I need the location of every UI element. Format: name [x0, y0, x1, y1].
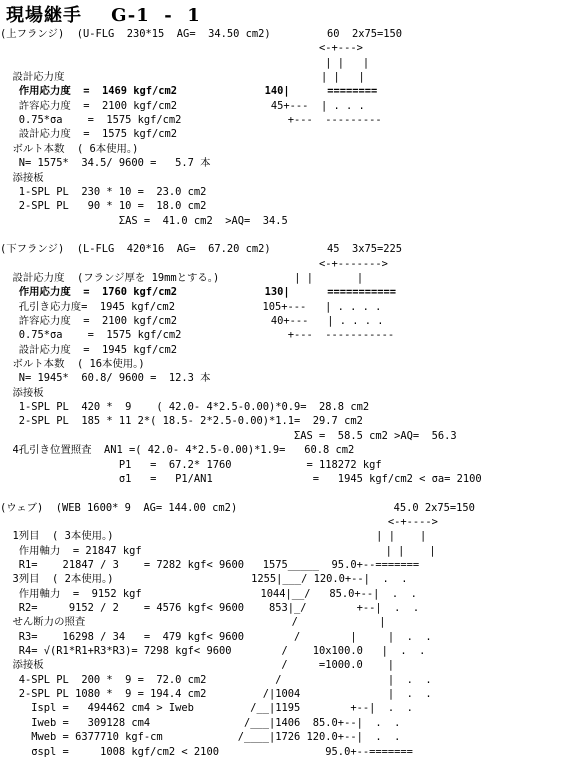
- text-line: Ispl = 494462 cm4 > Iweb /__|1195 +--| . .: [0, 702, 413, 715]
- text-line: ボルト本数 ( 6本使用。): [0, 142, 139, 155]
- text-line: 許容応力度 = 2100 kgf/cm2 45+--- | . . .: [0, 99, 365, 112]
- text-line: 1-SPL PL 420 * 9 ( 42.0- 4*2.5-0.00)*0.9= 28.8 cm2: [0, 401, 370, 414]
- text-line: (ウェブ) (WEB 1600* 9 AG= 144.00 cm2) 45.0 2x75=150: [0, 501, 475, 514]
- text-line: せん断力の照査 / |: [0, 616, 386, 629]
- text-line: 添接板: [0, 171, 44, 184]
- text-line: 2-SPL PL 90 * 10 = 18.0 cm2: [0, 200, 207, 213]
- text-line: 作用応力度 = 1469 kgf/cm2 140| ========: [0, 85, 378, 98]
- text-line: P1 = 67.2* 1760 = 118272 kgf: [0, 458, 382, 471]
- text-line: 許容応力度 = 2100 kgf/cm2 40+--- | . . . .: [0, 315, 384, 327]
- text-line: 4孔引き位置照査 AN1 =( 42.0- 4*2.5-0.00)*1.9= 60.8 cm2: [0, 444, 355, 457]
- text-line: 2-SPL PL 1080 * 9 = 194.4 cm2 /|1004 | . .: [0, 688, 432, 701]
- text-line: 作用応力度 = 1760 kgf/cm2 130| ===========: [0, 286, 397, 299]
- text-line: 0.75*σa = 1575 kgf/cm2 +--- -----------: [0, 329, 395, 342]
- text-line: R4= √(R1*R1+R3*R3)= 7298 kgf< 9600 / 10x100.0 | . .: [0, 645, 426, 658]
- text-line: 設計応力度 = 1945 kgf/cm2: [0, 343, 178, 356]
- text-line: 添接板 / =1000.0 |: [0, 659, 395, 672]
- text-line: 3列目 ( 2本使用。) 1255|___/ 120.0+--| . .: [0, 573, 408, 586]
- text-line: 0.75*σa = 1575 kgf/cm2 +--- ---------: [0, 114, 382, 127]
- text-line: <-+--->: [0, 42, 363, 55]
- page-title: 現場継手 G-1 - 1: [6, 5, 201, 26]
- text-line: σspl = 1008 kgf/cm2 < 2100 95.0+--=======: [0, 745, 413, 758]
- text-line: N= 1575* 34.5/ 9600 = 5.7 本: [0, 157, 211, 170]
- text-line: 設計応力度 | | |: [0, 71, 365, 84]
- text-line: <-+------->: [0, 257, 388, 270]
- text-line: Iweb = 309128 cm4 /___|1406 85.0+--| . .: [0, 716, 401, 729]
- text-line: 1列目 ( 3本使用。) | | |: [0, 530, 427, 543]
- text-line: <-+---->: [0, 515, 438, 528]
- text-line: (上フランジ) (U-FLG 230*15 AG= 34.50 cm2) 60 2x75=150: [0, 28, 403, 40]
- text-line: | | |: [0, 56, 370, 69]
- text-line: N= 1945* 60.8/ 9600 = 12.3 本: [0, 372, 211, 385]
- text-line: ボルト本数 ( 16本使用。): [0, 358, 145, 371]
- text-line: 孔引き応力度= 1945 kgf/cm2 105+--- | . . . .: [0, 300, 382, 313]
- text-line: R1= 21847 / 3 = 7282 kgf< 9600 1575_____ 95.0+--=======: [0, 558, 420, 571]
- text-line: σ1 = P1/AN1 = 1945 kgf/cm2 < σa= 2100: [0, 472, 482, 485]
- text-line: Mweb = 6377710 kgf-cm /____|1726 120.0+--| . .: [0, 731, 401, 744]
- text-line: 1-SPL PL 230 * 10 = 23.0 cm2: [0, 185, 207, 198]
- text-line: R3= 16298 / 34 = 479 kgf< 9600 / | | . .: [0, 630, 432, 643]
- text-line: 設計応力度 = 1575 kgf/cm2: [0, 128, 178, 141]
- text-line: 2-SPL PL 185 * 11 2*( 18.5- 2*2.5-0.00)*1.1= 29.7 cm2: [0, 415, 363, 428]
- text-line: ΣAS = 41.0 cm2 >AQ= 34.5: [0, 214, 288, 227]
- text-line: 4-SPL PL 200 * 9 = 72.0 cm2 / | . .: [0, 673, 432, 686]
- text-line: 添接板: [0, 386, 44, 399]
- text-line: 作用軸力 = 9152 kgf 1044|__/ 85.0+--| . .: [0, 587, 417, 600]
- text-line: 設計応力度 (フランジ厚を 19mmとする。) | | |: [0, 271, 364, 284]
- text-line: R2= 9152 / 2 = 4576 kgf< 9600 853|_/ +--| . .: [0, 602, 420, 614]
- text-line: ΣAS = 58.5 cm2 >AQ= 56.3: [0, 429, 457, 442]
- text-line: 作用軸力 = 21847 kgf | | |: [0, 544, 436, 557]
- text-line: (下フランジ) (L-FLG 420*16 AG= 67.20 cm2) 45 3x75=225: [0, 243, 403, 256]
